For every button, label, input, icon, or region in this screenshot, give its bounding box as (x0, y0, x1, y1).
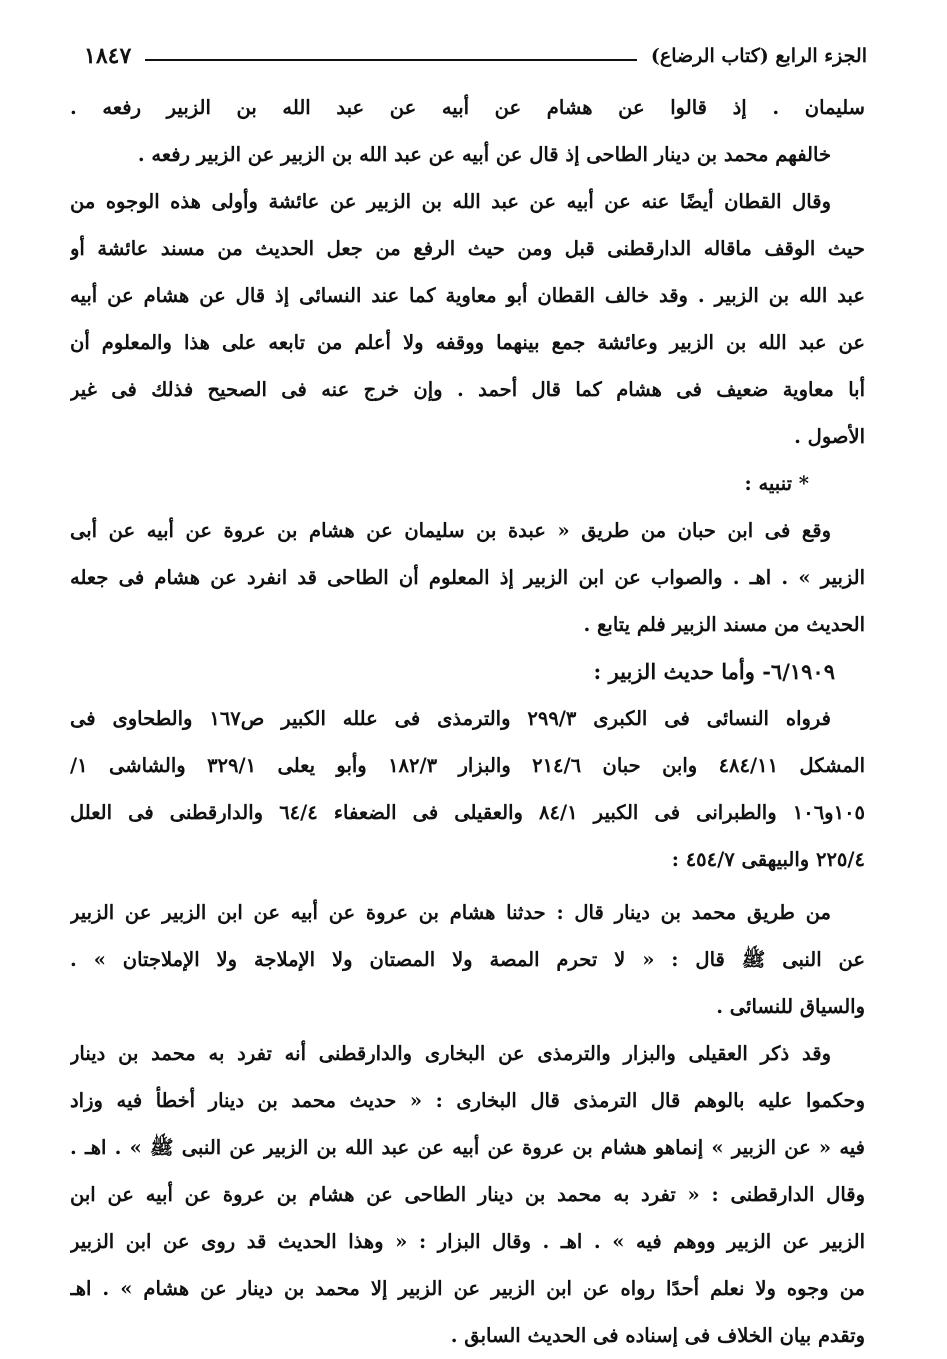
text-line: عبد الله بن الزبير . وقد خالف القطان أبو معاوية كما عند النسائى إذ قال عن هشام عن أبيه (70, 284, 865, 307)
section-heading: ٦/١٩٠٩- وأما حديث الزبير : (593, 659, 835, 684)
text-line: وقال القطان أيضًا عنه عن أبيه عن عبد الله بن الزبير عن عائشة وأولى هذه الوجوه من (70, 190, 831, 213)
text-line: الحديث من مسند الزبير فلم يتابع . (583, 613, 865, 636)
text-line: سليمان . إذ قالوا عن هشام عن أبيه عن عبد الله بن الزبير رفعه . (70, 96, 865, 119)
text-line: ٢٢٥/٤ والبيهقى ٤٥٤/٧ : (671, 848, 865, 871)
page-header (84, 36, 867, 76)
running-title: الجزء الرابع (كتاب الرضاع) (650, 45, 867, 67)
text-line: وقال الدارقطنى : « تفرد به محمد بن دينار الطاحى عن هشام بن عروة عن أبيه عن ابن (70, 1183, 865, 1206)
note-heading: * تنبيه : (744, 472, 809, 495)
text-line: الأصول . (794, 425, 865, 448)
text-line: وقع فى ابن حبان من طريق « عبدة بن سليمان عن هشام بن عروة عن أبيه عن أبى (70, 519, 831, 542)
text-line: المشكل ٤٨٤/١١ وابن حبان ٢١٤/٦ والبزار ١٨٢/٣ وأبو يعلى ٣٢٩/١ والشاشى ١/ (70, 754, 865, 777)
hadith-text-line: عن النبى ﷺ قال : « لا تحرم المصة ولا المصتان ولا الإملاجة ولا الإملاجتان » . (70, 948, 865, 971)
text-line: وقد ذكر العقيلى والبزار والترمذى عن البخارى والدارقطنى أنه تفرد به محمد بن دينار (70, 1042, 831, 1065)
text-line: فرواه النسائى فى الكبرى ٢٩٩/٣ والترمذى فى علله الكبير ص١٦٧ والطحاوى فى (70, 707, 831, 730)
text-line: عن عبد الله بن الزبير وعائشة جمع بينهما ووقفه ولا أعلم من تابعه على هذا والمعلوم أن (70, 331, 865, 354)
text-line: حيث الوقف ماقاله الدارقطنى قبل ومن حيث الرفع من جعل الحديث من مسند عائشة أو (70, 237, 865, 260)
text-line: فيه « عن الزبير » إنماهو هشام بن عروة عن أبيه عن عبد الله بن الزبير عن النبى ﷺ » . اهـ . (70, 1136, 865, 1159)
text-line: من طريق محمد بن دينار قال : حدثنا هشام بن عروة عن أبيه عن ابن الزبير عن الزبير (70, 901, 831, 924)
text-line: خالفهم محمد بن دينار الطاحى إذ قال عن أبيه عن عبد الله بن الزبير عن الزبير رفعه . (137, 143, 831, 166)
text-line: أبا معاوية ضعيف فى هشام كما قال أحمد . وإن خرج عنه فى الصحيح فذلك فى غير (70, 378, 865, 401)
text-line: الزبير » . اهـ . والصواب عن ابن الزبير إذ المعلوم أن الطاحى قد انفرد عن هشام فى جعله (70, 566, 865, 589)
text-line: وتقدم بيان الخلاف فى إسناده فى الحديث السابق . (450, 1324, 865, 1347)
page-number: ١٨٤٧ (84, 43, 132, 69)
text-line: والسياق للنسائى . (716, 995, 865, 1018)
text-line: ١٠٥و١٠٦ والطبرانى فى الكبير ٨٤/١ والعقيلى فى الضعفاء ٦٤/٤ والدارقطنى فى العلل (70, 801, 865, 824)
header-rule (145, 59, 637, 61)
text-line: الزبير عن الزبير ووهم فيه » . اهـ . وقال البزار : « وهذا الحديث قد روى عن ابن الزبير (70, 1230, 865, 1253)
text-line: من وجوه ولا نعلم أحدًا رواه عن ابن الزبير عن الزبير إلا محمد بن دينار عن هشام » . اهـ (70, 1277, 865, 1300)
text-line: وحكموا عليه بالوهم قال الترمذى قال البخارى : « حديث محمد بن دينار أخطأ فيه وزاد (70, 1089, 865, 1112)
page-body (70, 84, 865, 1359)
